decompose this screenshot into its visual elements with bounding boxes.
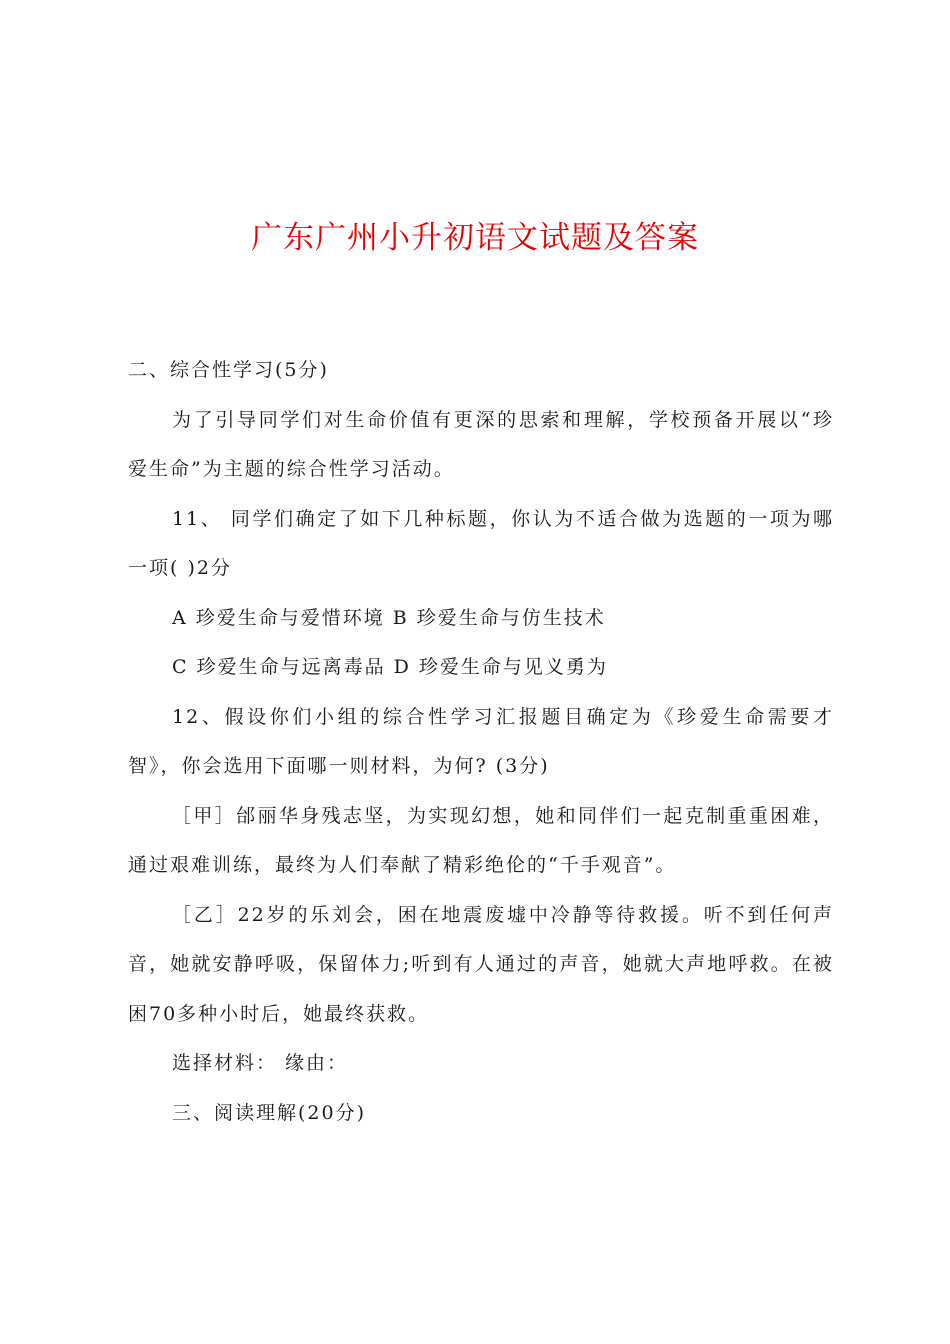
- question-11: 11、 同学们确定了如下几种标题，你认为不适合做为选题的一项为哪一项( )2分: [128, 507, 834, 579]
- options-cd: C 珍爱生命与远离毒品 D 珍爱生命与见义勇为: [172, 656, 608, 678]
- options-ab: A 珍爱生命与爱惜环境 B 珍爱生命与仿生技术: [172, 606, 606, 629]
- intro-paragraph: 为了引导同学们对生命价值有更深的思索和理解，学校预备开展以“珍爱生命”为主题的综合性学习活动。: [128, 408, 834, 480]
- section-heading-3: 三、阅读理解(20分): [172, 1101, 367, 1124]
- answer-prompt: 选择材料： 缘由：: [172, 1052, 349, 1074]
- document-title: 广东广州小升初语文试题及答案: [251, 220, 699, 256]
- document-body: [128, 346, 834, 1138]
- question-12: 12、假设你们小组的综合性学习汇报题目确定为《珍爱生命需要才智》，你会选用下面哪一则材料，为何? (3分): [128, 705, 834, 777]
- section-heading-2: 二、综合性学习(5分): [128, 359, 329, 381]
- material-yi: ［乙］22岁的乐刘会，困在地震废墟中冷静等待救援。听不到任何声音，她就安静呼吸，保留体力;听到有人通过的声音，她就大声地呼救。在被困70多种小时后，她最终获救。: [128, 903, 834, 1025]
- material-jia: ［甲］邰丽华身残志坚，为实现幻想，她和同伴们一起克制重重困难，通过艰难训练，最终为人们奉献了精彩绝伦的“千手观音”。: [128, 804, 834, 876]
